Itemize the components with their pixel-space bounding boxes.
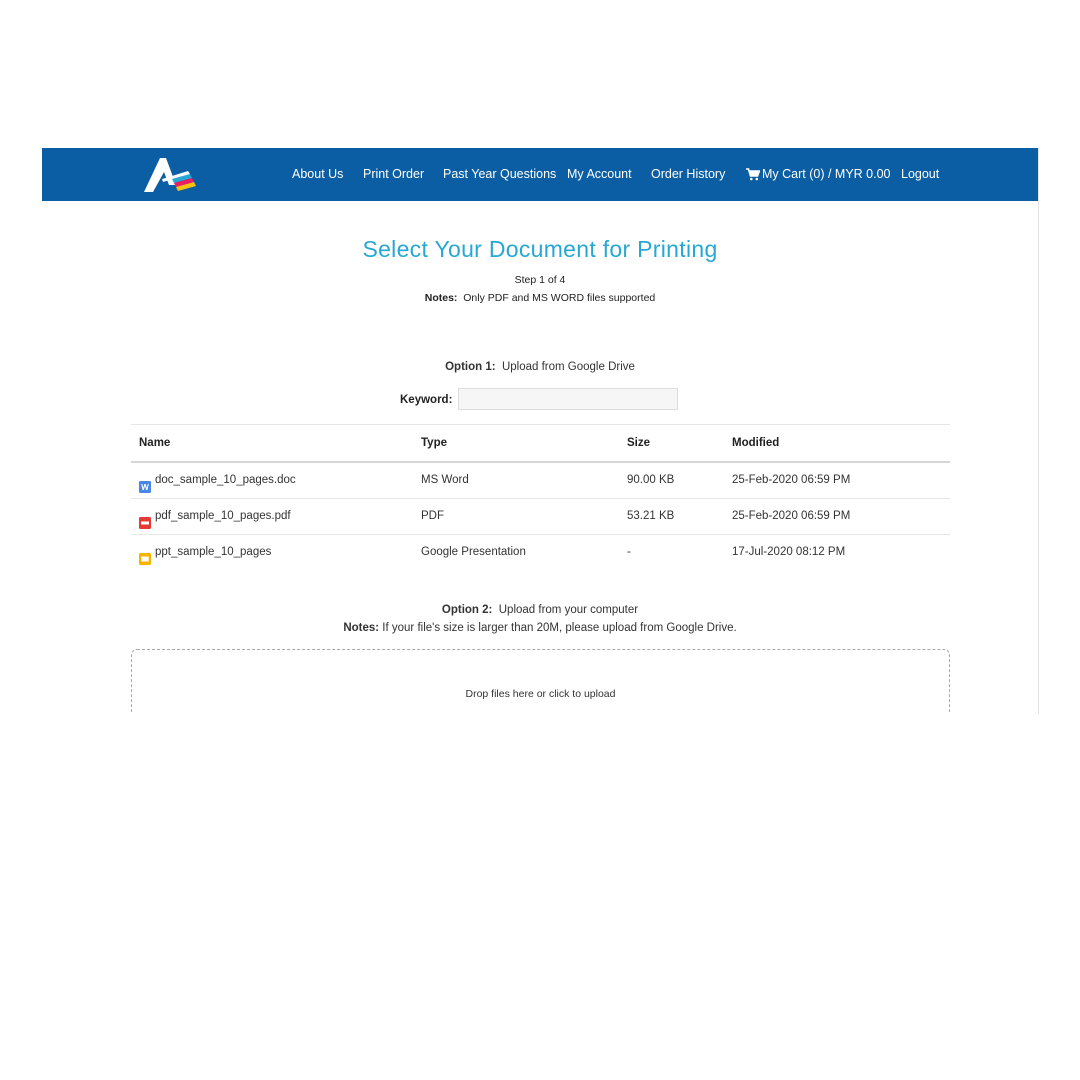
file-modified: 25-Feb-2020 06:59 PM bbox=[732, 510, 851, 522]
file-size: 90.00 KB bbox=[627, 474, 675, 486]
nav-about-us[interactable]: About Us bbox=[292, 167, 344, 181]
file-type: PDF bbox=[421, 510, 444, 522]
nav-my-account[interactable]: My Account bbox=[567, 167, 632, 181]
option1-heading bbox=[42, 361, 1038, 373]
table-header bbox=[131, 425, 950, 463]
header-name[interactable]: Name bbox=[139, 437, 171, 449]
option2-heading bbox=[42, 604, 1038, 616]
word-file-icon bbox=[139, 473, 151, 485]
step-indicator: Step 1 of 4 bbox=[514, 274, 566, 286]
table-row[interactable] bbox=[131, 499, 950, 535]
page-title: Select Your Document for Printing bbox=[362, 236, 718, 262]
header-size[interactable]: Size bbox=[627, 437, 651, 449]
file-type: MS Word bbox=[421, 474, 469, 486]
option1-label: Option 1: bbox=[445, 361, 496, 373]
file-dropzone[interactable] bbox=[131, 649, 950, 714]
notes2-text: If your file's size is larger than 20M, please upload from Google Drive. bbox=[382, 622, 737, 634]
keyword-label: Keyword: bbox=[400, 394, 453, 406]
table-row[interactable] bbox=[131, 463, 950, 499]
option1-text: Upload from Google Drive bbox=[501, 361, 635, 373]
cart-label: My Cart (0) / MYR 0.00 bbox=[762, 167, 891, 181]
file-size-note bbox=[42, 622, 1038, 634]
file-type: Google Presentation bbox=[421, 546, 526, 558]
option2-text: Upload from your computer bbox=[498, 604, 639, 616]
header-type[interactable]: Type bbox=[421, 437, 447, 449]
top-navbar bbox=[42, 148, 1038, 201]
file-size: - bbox=[627, 546, 631, 558]
file-name: doc_sample_10_pages.doc bbox=[155, 474, 296, 486]
pdf-file-icon bbox=[139, 509, 151, 521]
header-modified[interactable]: Modified bbox=[732, 437, 780, 449]
keyword-search-input[interactable] bbox=[458, 388, 678, 410]
notes2-label: Notes: bbox=[343, 622, 380, 634]
file-modified: 25-Feb-2020 06:59 PM bbox=[732, 474, 851, 486]
file-name: pdf_sample_10_pages.pdf bbox=[155, 510, 291, 522]
drive-files-table bbox=[131, 424, 950, 570]
cart-icon bbox=[746, 168, 760, 181]
brand-logo-icon[interactable] bbox=[142, 155, 200, 195]
nav-order-history[interactable]: Order History bbox=[651, 167, 726, 181]
dropzone-text: Drop files here or click to upload bbox=[465, 688, 616, 700]
file-size: 53.21 KB bbox=[627, 510, 675, 522]
supported-formats-note bbox=[42, 292, 1038, 304]
nav-past-year-questions[interactable]: Past Year Questions bbox=[443, 167, 557, 181]
option2-label: Option 2: bbox=[441, 604, 493, 616]
notes-text: Only PDF and MS WORD files supported bbox=[463, 292, 656, 304]
slides-file-icon bbox=[139, 545, 151, 557]
nav-print-order[interactable]: Print Order bbox=[363, 167, 425, 181]
table-row[interactable] bbox=[131, 535, 950, 570]
notes-label: Notes: bbox=[424, 292, 458, 304]
nav-logout[interactable]: Logout bbox=[901, 167, 940, 181]
page-frame bbox=[42, 148, 1039, 714]
file-modified: 17-Jul-2020 08:12 PM bbox=[732, 546, 846, 558]
nav-my-cart[interactable] bbox=[746, 148, 891, 201]
file-name: ppt_sample_10_pages bbox=[155, 546, 272, 558]
